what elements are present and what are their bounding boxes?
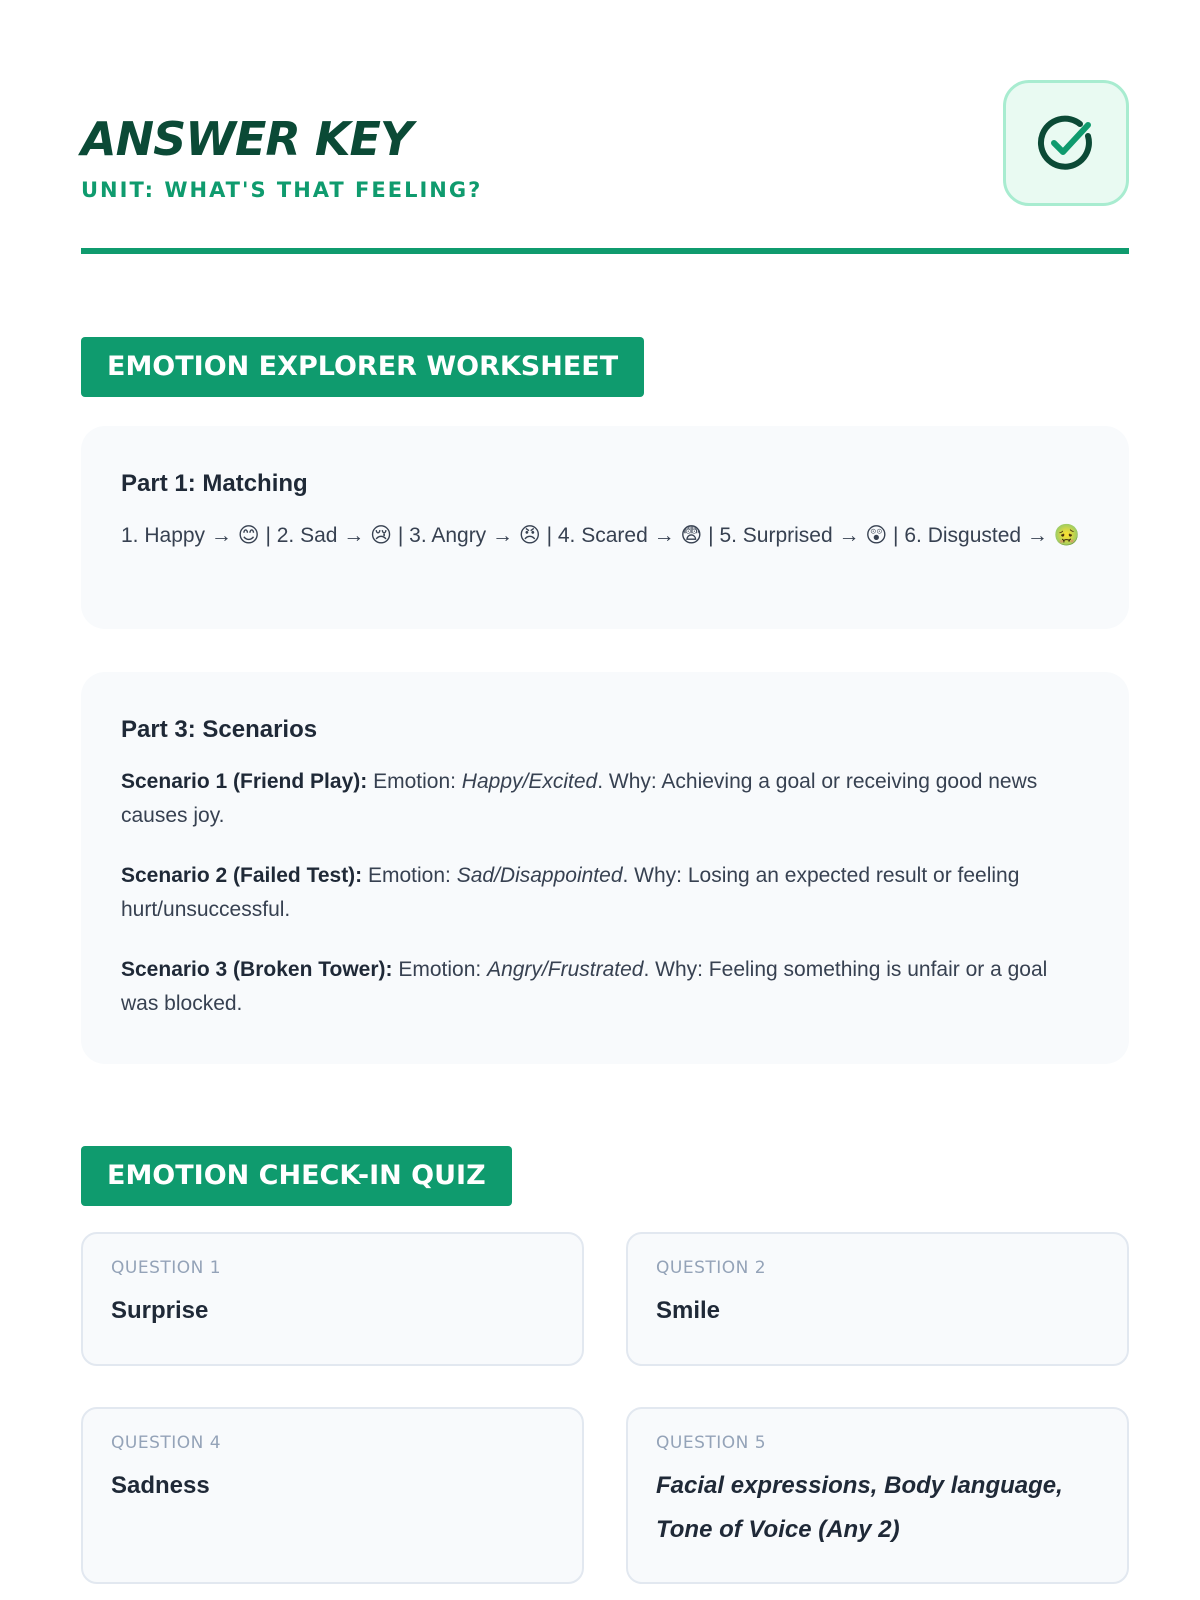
question-answer: Facial expressions, Body language, Tone of Voice (Any 2) xyxy=(656,1472,1063,1543)
part3-title: Part 3: Scenarios xyxy=(121,716,318,743)
part3-card xyxy=(81,672,1129,1064)
unit-subtitle: UNIT: WHAT'S THAT FEELING? xyxy=(81,178,483,202)
question-card xyxy=(626,1407,1129,1584)
worksheet-section-label: EMOTION EXPLORER WORKSHEET xyxy=(81,337,644,397)
scenario-3-why: . Why: Feeling something is unfair or a goal was blocked. xyxy=(121,957,1048,1015)
check-badge xyxy=(1003,80,1129,206)
page-header xyxy=(81,80,1129,256)
question-label: QUESTION 1 xyxy=(111,1258,222,1278)
scenario-1-heading: Scenario 1 (Friend Play): xyxy=(121,769,368,793)
scenario-1 xyxy=(121,765,1089,833)
page-title: ANSWER KEY xyxy=(81,112,413,166)
scenario-3-heading: Scenario 3 (Broken Tower): xyxy=(121,957,393,981)
scenario-2-heading: Scenario 2 (Failed Test): xyxy=(121,863,363,887)
part1-title: Part 1: Matching xyxy=(121,470,308,497)
header-divider xyxy=(81,248,1129,254)
scenario-3 xyxy=(121,953,1089,1021)
scenario-2-why: . Why: Losing an expected result or feeling hurt/unsuccessful. xyxy=(121,863,1020,921)
scenario-3-emotion-prefix: Emotion: xyxy=(392,957,488,981)
scenario-1-emotion: Happy/Excited xyxy=(461,769,598,793)
question-card xyxy=(81,1407,584,1584)
check-circle-icon xyxy=(1033,110,1099,176)
quiz-section-label: EMOTION CHECK-IN QUIZ xyxy=(81,1146,512,1206)
question-answer: Smile xyxy=(656,1297,721,1324)
scenario-2-emotion: Sad/Disappointed xyxy=(456,863,623,887)
question-label: QUESTION 2 xyxy=(656,1258,767,1278)
scenario-2-emotion-prefix: Emotion: xyxy=(362,863,457,887)
part1-matching-text: 1. Happy → 😊 | 2. Sad → 😢 | 3. Angry → 😠 | 4. Scared → 😨 | 5. Surprised → 😲 | 6. Disgusted → 🤢 xyxy=(121,523,1080,547)
question-card xyxy=(81,1232,584,1366)
question-answer: Sadness xyxy=(111,1472,210,1499)
scenario-3-emotion: Angry/Frustrated xyxy=(487,957,644,981)
question-label: QUESTION 4 xyxy=(111,1433,222,1453)
question-answer: Surprise xyxy=(111,1297,209,1324)
scenario-2 xyxy=(121,859,1089,927)
question-card xyxy=(626,1232,1129,1366)
scenario-1-emotion-prefix: Emotion: xyxy=(367,769,462,793)
question-label: QUESTION 5 xyxy=(656,1433,767,1453)
scenario-1-why: . Why: Achieving a goal or receiving good news causes joy. xyxy=(121,769,1038,827)
part1-card xyxy=(81,426,1129,629)
